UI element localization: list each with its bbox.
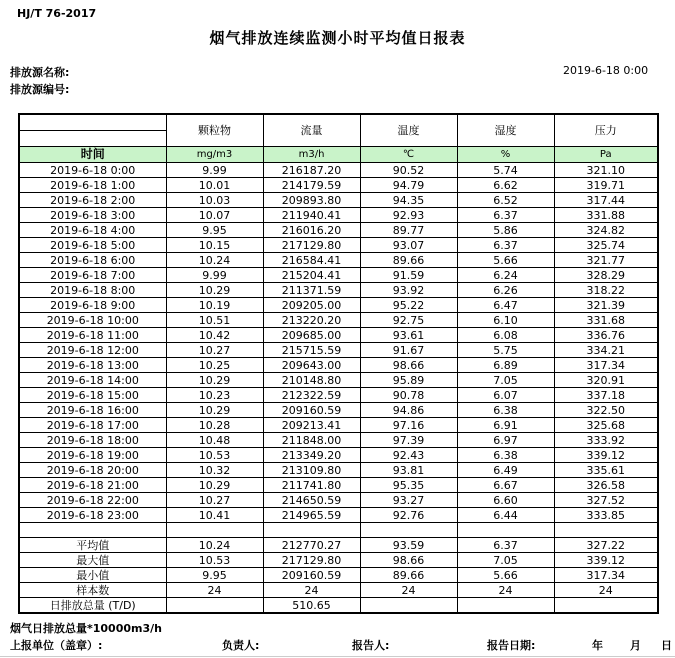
value-cell [263, 523, 360, 538]
value-cell: 209213.41 [263, 418, 360, 433]
value-cell: 336.76 [554, 328, 658, 343]
value-cell: 215715.59 [263, 343, 360, 358]
value-cell: 89.66 [360, 568, 457, 583]
data-row [19, 508, 658, 523]
emission-source-id-label: 排放源编号: [10, 83, 70, 96]
unit-humidity: % [457, 147, 554, 163]
value-cell: 6.52 [457, 193, 554, 208]
value-cell: 6.91 [457, 418, 554, 433]
page-title: 烟气排放连续监测小时平均值日报表 [209, 29, 466, 47]
value-cell: 9.99 [166, 163, 263, 178]
value-cell: 319.71 [554, 178, 658, 193]
value-cell: 216016.20 [263, 223, 360, 238]
value-cell: 6.37 [457, 238, 554, 253]
time-header-blank-bottom [19, 131, 166, 147]
value-cell: 328.29 [554, 268, 658, 283]
value-cell: 211848.00 [263, 433, 360, 448]
value-cell: 211371.59 [263, 283, 360, 298]
value-cell: 321.10 [554, 163, 658, 178]
value-cell: 6.08 [457, 328, 554, 343]
time-header-blank-top [19, 114, 166, 131]
page-bottom-rule [0, 656, 675, 657]
summary-row [19, 598, 658, 614]
value-cell: 10.48 [166, 433, 263, 448]
value-cell: 6.44 [457, 508, 554, 523]
value-cell [457, 523, 554, 538]
data-row [19, 253, 658, 268]
value-cell: 10.15 [166, 238, 263, 253]
row-label-cell: 2019-6-18 16:00 [19, 403, 166, 418]
value-cell: 24 [554, 583, 658, 598]
data-row [19, 238, 658, 253]
row-label-cell: 2019-6-18 13:00 [19, 358, 166, 373]
data-row [19, 493, 658, 508]
row-label-cell: 2019-6-18 10:00 [19, 313, 166, 328]
value-cell: 7.05 [457, 553, 554, 568]
value-cell: 94.79 [360, 178, 457, 193]
value-cell: 209160.59 [263, 568, 360, 583]
summary-row [19, 553, 658, 568]
unit-particulate: mg/m3 [166, 147, 263, 163]
value-cell: 318.22 [554, 283, 658, 298]
value-cell: 324.82 [554, 223, 658, 238]
value-cell: 211741.80 [263, 478, 360, 493]
value-cell: 10.29 [166, 403, 263, 418]
value-cell: 93.92 [360, 283, 457, 298]
report-table-head [19, 114, 658, 163]
value-cell: 10.23 [166, 388, 263, 403]
value-cell: 95.35 [360, 478, 457, 493]
row-label-cell: 2019-6-18 19:00 [19, 448, 166, 463]
value-cell: 337.18 [554, 388, 658, 403]
value-cell [457, 598, 554, 614]
value-cell: 327.52 [554, 493, 658, 508]
value-cell: 93.81 [360, 463, 457, 478]
value-cell: 95.89 [360, 373, 457, 388]
value-cell: 91.59 [360, 268, 457, 283]
value-cell: 320.91 [554, 373, 658, 388]
value-cell: 6.07 [457, 388, 554, 403]
value-cell: 209893.80 [263, 193, 360, 208]
value-cell: 6.97 [457, 433, 554, 448]
row-label-cell: 2019-6-18 8:00 [19, 283, 166, 298]
value-cell: 210148.80 [263, 373, 360, 388]
value-cell: 331.88 [554, 208, 658, 223]
value-cell: 209685.00 [263, 328, 360, 343]
value-cell: 92.75 [360, 313, 457, 328]
value-cell: 5.86 [457, 223, 554, 238]
row-label-cell: 2019-6-18 23:00 [19, 508, 166, 523]
row-label-cell: 2019-6-18 18:00 [19, 433, 166, 448]
col-header-humidity: 湿度 [457, 114, 554, 147]
row-label-cell: 2019-6-18 22:00 [19, 493, 166, 508]
data-row [19, 268, 658, 283]
value-cell [166, 523, 263, 538]
value-cell: 24 [263, 583, 360, 598]
value-cell: 317.34 [554, 568, 658, 583]
value-cell: 95.22 [360, 298, 457, 313]
data-row [19, 163, 658, 178]
spacer-row [19, 523, 658, 538]
data-row [19, 358, 658, 373]
value-cell: 91.67 [360, 343, 457, 358]
row-label-cell: 2019-6-18 21:00 [19, 478, 166, 493]
row-label-cell: 2019-6-18 6:00 [19, 253, 166, 268]
value-cell [554, 598, 658, 614]
summary-row [19, 538, 658, 553]
daily-total-note: 烟气日排放总量*10000m3/h [10, 622, 162, 635]
value-cell: 10.32 [166, 463, 263, 478]
value-cell: 335.61 [554, 463, 658, 478]
value-cell: 213220.20 [263, 313, 360, 328]
standard-code: HJ/T 76-2017 [17, 7, 97, 20]
value-cell: 6.60 [457, 493, 554, 508]
reporter-label: 报告人: [352, 639, 390, 652]
value-cell: 24 [457, 583, 554, 598]
value-cell: 6.49 [457, 463, 554, 478]
data-row [19, 283, 658, 298]
data-row [19, 388, 658, 403]
value-cell: 321.77 [554, 253, 658, 268]
value-cell: 213349.20 [263, 448, 360, 463]
value-cell: 94.86 [360, 403, 457, 418]
value-cell: 6.26 [457, 283, 554, 298]
value-cell: 214650.59 [263, 493, 360, 508]
row-label-cell: 最大值 [19, 553, 166, 568]
report-datetime: 2019-6-18 0:00 [563, 64, 649, 77]
value-cell [360, 598, 457, 614]
value-cell: 325.68 [554, 418, 658, 433]
value-cell: 10.28 [166, 418, 263, 433]
value-cell: 10.03 [166, 193, 263, 208]
value-cell: 217129.80 [263, 238, 360, 253]
row-label-cell: 2019-6-18 15:00 [19, 388, 166, 403]
value-cell: 10.27 [166, 493, 263, 508]
value-cell: 326.58 [554, 478, 658, 493]
value-cell: 10.53 [166, 448, 263, 463]
row-label-cell: 2019-6-18 5:00 [19, 238, 166, 253]
value-cell: 214179.59 [263, 178, 360, 193]
emission-source-name-label: 排放源名称: [10, 66, 70, 79]
data-row [19, 373, 658, 388]
value-cell: 214965.59 [263, 508, 360, 523]
time-header: 时间 [19, 147, 166, 163]
value-cell [554, 523, 658, 538]
value-cell: 331.68 [554, 313, 658, 328]
value-cell: 7.05 [457, 373, 554, 388]
header-unit-row [19, 147, 658, 163]
value-cell: 10.51 [166, 313, 263, 328]
value-cell: 10.42 [166, 328, 263, 343]
row-label-cell: 2019-6-18 2:00 [19, 193, 166, 208]
value-cell: 6.89 [457, 358, 554, 373]
data-row [19, 223, 658, 238]
value-cell: 10.07 [166, 208, 263, 223]
value-cell: 5.66 [457, 568, 554, 583]
value-cell: 9.99 [166, 268, 263, 283]
data-row [19, 418, 658, 433]
data-row [19, 328, 658, 343]
data-row [19, 448, 658, 463]
value-cell: 321.39 [554, 298, 658, 313]
row-label-cell: 日排放总量 (T/D) [19, 598, 166, 614]
value-cell: 211940.41 [263, 208, 360, 223]
value-cell: 6.10 [457, 313, 554, 328]
value-cell: 89.77 [360, 223, 457, 238]
report-table-body [19, 163, 658, 614]
value-cell: 90.78 [360, 388, 457, 403]
value-cell [166, 598, 263, 614]
row-label-cell: 2019-6-18 0:00 [19, 163, 166, 178]
value-cell: 10.24 [166, 538, 263, 553]
value-cell: 9.95 [166, 223, 263, 238]
value-cell: 510.65 [263, 598, 360, 614]
value-cell: 212322.59 [263, 388, 360, 403]
value-cell: 24 [360, 583, 457, 598]
value-cell: 10.29 [166, 478, 263, 493]
value-cell: 334.21 [554, 343, 658, 358]
col-header-temperature: 温度 [360, 114, 457, 147]
value-cell: 213109.80 [263, 463, 360, 478]
value-cell: 333.85 [554, 508, 658, 523]
row-label-cell: 2019-6-18 14:00 [19, 373, 166, 388]
value-cell: 90.52 [360, 163, 457, 178]
data-row [19, 178, 658, 193]
value-cell: 209205.00 [263, 298, 360, 313]
value-cell: 317.44 [554, 193, 658, 208]
value-cell: 93.61 [360, 328, 457, 343]
value-cell: 10.29 [166, 283, 263, 298]
data-row [19, 193, 658, 208]
responsible-person-label: 负责人: [222, 639, 260, 652]
data-row [19, 208, 658, 223]
value-cell: 333.92 [554, 433, 658, 448]
value-cell: 6.37 [457, 538, 554, 553]
row-label-cell [19, 523, 166, 538]
value-cell: 6.38 [457, 448, 554, 463]
value-cell: 217129.80 [263, 553, 360, 568]
value-cell: 94.35 [360, 193, 457, 208]
row-label-cell: 样本数 [19, 583, 166, 598]
month-label: 月 [630, 639, 641, 652]
col-header-pressure: 压力 [554, 114, 658, 147]
data-row [19, 463, 658, 478]
value-cell: 5.75 [457, 343, 554, 358]
row-label-cell: 2019-6-18 3:00 [19, 208, 166, 223]
summary-row [19, 583, 658, 598]
value-cell: 93.59 [360, 538, 457, 553]
col-header-flow: 流量 [263, 114, 360, 147]
value-cell: 10.27 [166, 343, 263, 358]
value-cell: 339.12 [554, 448, 658, 463]
value-cell: 325.74 [554, 238, 658, 253]
unit-pressure: Pa [554, 147, 658, 163]
value-cell: 6.47 [457, 298, 554, 313]
value-cell: 89.66 [360, 253, 457, 268]
header-name-row [19, 114, 658, 131]
year-label: 年 [592, 639, 603, 652]
value-cell: 6.62 [457, 178, 554, 193]
value-cell: 92.43 [360, 448, 457, 463]
data-row [19, 313, 658, 328]
row-label-cell: 2019-6-18 12:00 [19, 343, 166, 358]
value-cell: 6.38 [457, 403, 554, 418]
day-label: 日 [661, 639, 672, 652]
value-cell: 97.39 [360, 433, 457, 448]
value-cell: 10.29 [166, 373, 263, 388]
row-label-cell: 2019-6-18 7:00 [19, 268, 166, 283]
value-cell: 216584.41 [263, 253, 360, 268]
value-cell: 10.25 [166, 358, 263, 373]
row-label-cell: 2019-6-18 17:00 [19, 418, 166, 433]
value-cell: 6.67 [457, 478, 554, 493]
data-row [19, 343, 658, 358]
data-row [19, 478, 658, 493]
row-label-cell: 2019-6-18 11:00 [19, 328, 166, 343]
report-date-label: 报告日期: [487, 639, 536, 652]
value-cell: 10.01 [166, 178, 263, 193]
value-cell: 209160.59 [263, 403, 360, 418]
row-label-cell: 2019-6-18 4:00 [19, 223, 166, 238]
value-cell: 9.95 [166, 568, 263, 583]
value-cell: 92.76 [360, 508, 457, 523]
value-cell: 322.50 [554, 403, 658, 418]
value-cell: 327.22 [554, 538, 658, 553]
row-label-cell: 2019-6-18 20:00 [19, 463, 166, 478]
col-header-particulate: 颗粒物 [166, 114, 263, 147]
value-cell: 216187.20 [263, 163, 360, 178]
value-cell: 10.41 [166, 508, 263, 523]
value-cell: 93.27 [360, 493, 457, 508]
unit-temperature: ℃ [360, 147, 457, 163]
value-cell: 209643.00 [263, 358, 360, 373]
reporting-unit-label: 上报单位（盖章）: [10, 639, 103, 652]
report-table [18, 113, 659, 614]
value-cell: 5.74 [457, 163, 554, 178]
row-label-cell: 平均值 [19, 538, 166, 553]
summary-row [19, 568, 658, 583]
value-cell: 97.16 [360, 418, 457, 433]
value-cell: 6.37 [457, 208, 554, 223]
value-cell [360, 523, 457, 538]
value-cell: 10.19 [166, 298, 263, 313]
data-row [19, 298, 658, 313]
value-cell: 10.53 [166, 553, 263, 568]
value-cell: 5.66 [457, 253, 554, 268]
row-label-cell: 2019-6-18 1:00 [19, 178, 166, 193]
value-cell: 212770.27 [263, 538, 360, 553]
value-cell: 24 [166, 583, 263, 598]
value-cell: 215204.41 [263, 268, 360, 283]
value-cell: 98.66 [360, 553, 457, 568]
value-cell: 317.34 [554, 358, 658, 373]
value-cell: 98.66 [360, 358, 457, 373]
data-row [19, 433, 658, 448]
value-cell: 6.24 [457, 268, 554, 283]
row-label-cell: 2019-6-18 9:00 [19, 298, 166, 313]
value-cell: 93.07 [360, 238, 457, 253]
data-row [19, 403, 658, 418]
unit-flow: m3/h [263, 147, 360, 163]
row-label-cell: 最小值 [19, 568, 166, 583]
signature-line [0, 637, 675, 652]
value-cell: 339.12 [554, 553, 658, 568]
value-cell: 92.93 [360, 208, 457, 223]
value-cell: 10.24 [166, 253, 263, 268]
